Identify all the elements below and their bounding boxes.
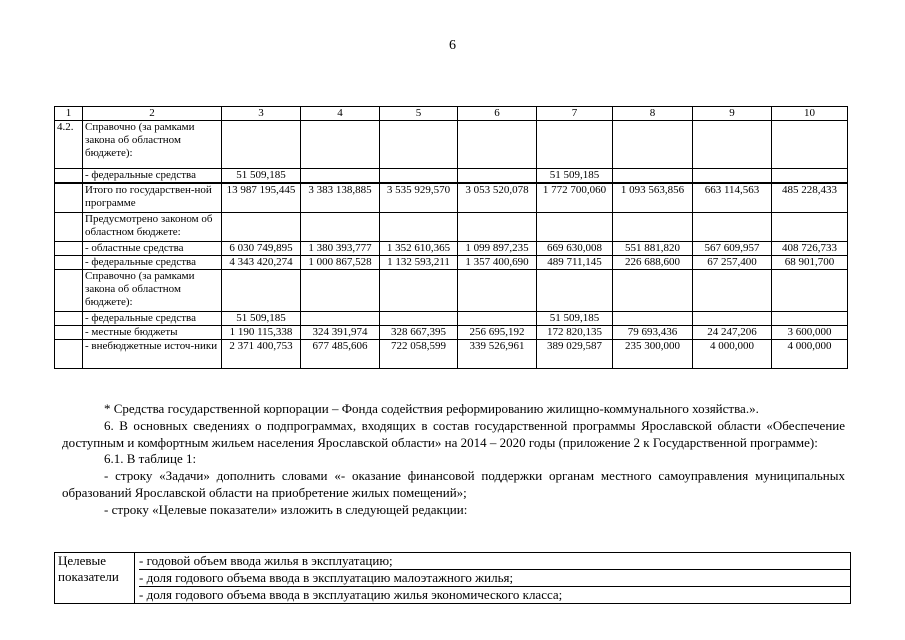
value-cell [301,169,380,184]
table-row [55,339,848,368]
table-row [55,269,848,311]
table-row [55,212,848,241]
value-cell: 51 509,185 [222,169,301,184]
value-cell: 677 485,606 [301,339,380,368]
value-cell: 669 630,008 [537,241,613,255]
value-cell: 722 058,599 [380,339,458,368]
value-cell: 67 257,400 [693,255,772,269]
value-cell [693,121,772,169]
row-label-cell: - федеральные средства [83,311,222,325]
value-cell [537,121,613,169]
body-text [62,401,845,519]
value-cell: 1 190 115,338 [222,325,301,339]
value-cell: 3 600,000 [772,325,848,339]
value-cell [222,121,301,169]
value-cell: 6 030 749,895 [222,241,301,255]
value-cell: 567 609,957 [693,241,772,255]
value-cell: 489 711,145 [537,255,613,269]
value-cell: 79 693,436 [613,325,693,339]
row-number-cell [55,269,83,311]
value-cell [380,311,458,325]
row-label-cell: Предусмотрено законом об областном бюджете: [83,212,222,241]
value-cell: 3 053 520,078 [458,183,537,212]
value-cell [380,269,458,311]
value-cell [613,169,693,184]
row-label-cell: - областные средства [83,241,222,255]
value-cell: 551 881,820 [613,241,693,255]
value-cell: 1 380 393,777 [301,241,380,255]
funding-table [54,106,848,369]
value-cell [613,121,693,169]
value-cell [458,311,537,325]
table-row [55,169,848,184]
value-cell [458,169,537,184]
value-cell: 68 901,700 [772,255,848,269]
value-cell: 328 667,395 [380,325,458,339]
column-header: 9 [693,107,772,121]
paragraph-6-1: 6.1. В таблице 1: [104,451,197,467]
value-cell [693,269,772,311]
column-header: 6 [458,107,537,121]
indicators-label: Целевые показатели [55,553,135,604]
paragraph-tasks: - строку «Задачи» дополнить словами «- оказание финансовой поддержки органам местного самоуправления муниципальных образований Ярославской области на приобретение жилых помещений»; [62,468,845,500]
value-cell: 51 509,185 [222,311,301,325]
row-number-cell [55,311,83,325]
value-cell [772,169,848,184]
value-cell: 1 093 563,856 [613,183,693,212]
paragraph-indicators: - строку «Целевые показатели» изложить в следующей редакции: [104,501,468,517]
table-row [55,121,848,169]
column-header: 5 [380,107,458,121]
value-cell: 4 000,000 [772,339,848,368]
value-cell [301,121,380,169]
row-label-cell: - местные бюджеты [83,325,222,339]
value-cell: 51 509,185 [537,169,613,184]
row-number-cell [55,212,83,241]
indicator-item: - доля годового объема ввода в эксплуатацию жилья экономического класса; [139,587,563,602]
value-cell [613,269,693,311]
row-label-cell: - федеральные средства [83,169,222,184]
value-cell [537,269,613,311]
table-row [55,325,848,339]
value-cell [301,212,380,241]
value-cell [301,311,380,325]
value-cell [772,311,848,325]
value-cell [693,311,772,325]
value-cell: 51 509,185 [537,311,613,325]
value-cell: 4 000,000 [693,339,772,368]
value-cell: 2 371 400,753 [222,339,301,368]
row-number-cell [55,169,83,184]
value-cell: 1 357 400,690 [458,255,537,269]
value-cell [693,169,772,184]
column-header: 10 [772,107,848,121]
value-cell [380,169,458,184]
value-cell: 408 726,733 [772,241,848,255]
indicators-list [135,553,851,604]
row-label-cell: Справочно (за рамками закона об областном бюджете): [83,269,222,311]
footnote: * Средства государственной корпорации – Фонда содействия реформированию жилищно-коммунального хозяйства.». [104,401,759,416]
paragraph-6: 6. В основных сведениях о подпрограммах, входящих в состав государственной программы Ярославской области «Обеспечение доступным и комфортным жильем населения Ярославской области» на 2014 – 2020 годы (приложение 2 к Государственной программе): [62,417,845,450]
table-header-row [55,107,848,121]
column-header: 2 [83,107,222,121]
row-number-cell [55,255,83,269]
value-cell: 324 391,974 [301,325,380,339]
value-cell: 1 000 867,528 [301,255,380,269]
column-header: 3 [222,107,301,121]
table-row [55,255,848,269]
value-cell: 24 247,206 [693,325,772,339]
value-cell: 389 029,587 [537,339,613,368]
value-cell: 172 820,135 [537,325,613,339]
table-row [55,183,848,212]
column-header: 4 [301,107,380,121]
column-header: 7 [537,107,613,121]
row-number-cell: 4.2. [55,121,83,169]
indicators-table [54,552,851,604]
value-cell: 1 132 593,211 [380,255,458,269]
value-cell [458,212,537,241]
table-row [55,311,848,325]
page-number: 6 [449,38,456,53]
row-label-cell: Итого по государствен-ной программе [83,183,222,212]
value-cell: 4 343 420,274 [222,255,301,269]
value-cell [693,212,772,241]
row-label-cell: - федеральные средства [83,255,222,269]
value-cell: 3 535 929,570 [380,183,458,212]
value-cell [301,269,380,311]
row-number-cell [55,325,83,339]
column-header: 1 [55,107,83,121]
value-cell: 1 772 700,060 [537,183,613,212]
value-cell: 226 688,600 [613,255,693,269]
value-cell: 13 987 195,445 [222,183,301,212]
row-number-cell [55,339,83,368]
value-cell [380,121,458,169]
value-cell: 1 352 610,365 [380,241,458,255]
column-header: 8 [613,107,693,121]
row-label-cell: Справочно (за рамками закона об областном бюджете): [83,121,222,169]
value-cell [613,311,693,325]
value-cell [772,121,848,169]
row-label-cell: - внебюджетные источ-ники [83,339,222,368]
row-number-cell [55,241,83,255]
value-cell [613,212,693,241]
value-cell [458,121,537,169]
value-cell: 485 228,433 [772,183,848,212]
indicator-item: - доля годового объема ввода в эксплуатацию малоэтажного жилья; [139,570,850,587]
value-cell [222,269,301,311]
value-cell: 256 695,192 [458,325,537,339]
value-cell [772,269,848,311]
value-cell: 3 383 138,885 [301,183,380,212]
value-cell: 339 526,961 [458,339,537,368]
value-cell [537,212,613,241]
value-cell: 235 300,000 [613,339,693,368]
indicator-item: - годовой объем ввода жилья в эксплуатацию; [139,553,850,570]
value-cell: 663 114,563 [693,183,772,212]
row-number-cell [55,183,83,212]
value-cell [772,212,848,241]
value-cell [222,212,301,241]
value-cell [458,269,537,311]
table-row [55,241,848,255]
value-cell [380,212,458,241]
value-cell: 1 099 897,235 [458,241,537,255]
